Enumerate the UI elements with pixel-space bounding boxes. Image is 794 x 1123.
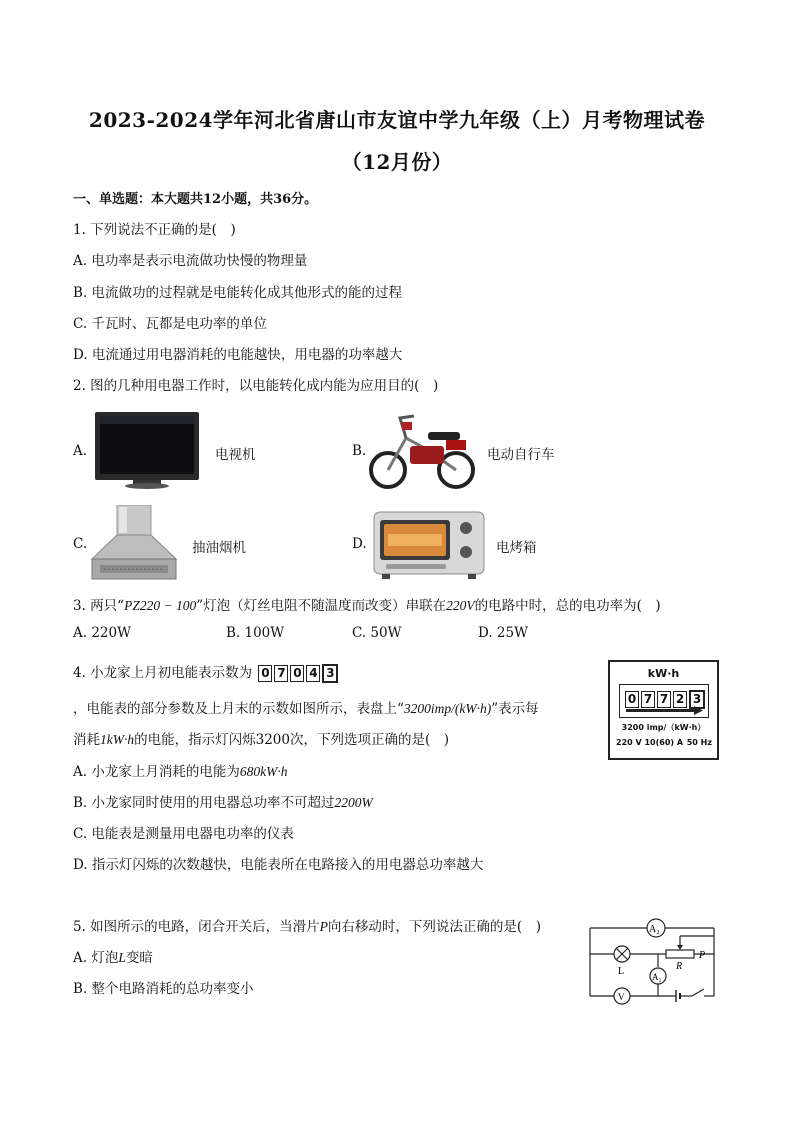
q5-lamp-symbol: L — [118, 950, 126, 965]
circuit-diagram — [586, 914, 718, 1012]
q2-option-c-letter: C. — [73, 536, 88, 552]
q4-stem-text: 消耗 — [73, 732, 100, 748]
q3-option-b: B. 100W — [226, 625, 285, 641]
page-title: 2023-2024学年河北省唐山市友谊中学九年级（上）月考物理试卷 — [88, 108, 706, 132]
meter-digit: 0 — [290, 665, 304, 682]
q3-option-a: A. 220W — [73, 625, 131, 641]
q4-option-d: D. 指示灯闪烁的次数越快，电能表所在电路接入的用电器总功率越大 — [73, 857, 484, 873]
meter-digit: 0 — [625, 691, 639, 708]
range-hood-image — [90, 505, 180, 589]
q5-option-text: 变暗 — [125, 950, 153, 966]
q1-stem: 1. 下列说法不正确的是( ) — [73, 222, 236, 238]
q5-slider-symbol: P — [319, 919, 328, 934]
q2-option-c-label: 抽油烟机 — [192, 540, 246, 556]
q4-option-a — [73, 760, 287, 780]
q4-option-value: 2200W — [334, 795, 373, 810]
voltmeter-label: V — [618, 992, 625, 1002]
q2-stem: 2. 图的几种用电器工作时，以电能转化成内能为应用目的( ) — [73, 378, 439, 394]
q4-stem-text: 的电能，指示灯闪烁3200次，下列选项正确的是( ) — [134, 732, 450, 748]
meter-param-frequency: 50 Hz — [686, 738, 712, 747]
meter-digit: 3 — [322, 664, 338, 683]
q1-option-c: C. 千瓦时、瓦都是电功率的单位 — [73, 316, 267, 332]
meter-digit: 7 — [641, 691, 655, 708]
q4-option-value: 680kW·h — [239, 764, 288, 779]
meter-digit: 7 — [657, 691, 671, 708]
q2-option-a-label: 电视机 — [215, 447, 256, 463]
q4-stem-line3 — [73, 728, 449, 748]
q3-stem-text: ”灯泡（灯丝电阻不随温度而改变）串联在 — [196, 598, 447, 614]
electric-bicycle-image — [368, 408, 478, 494]
q4-start-reading — [258, 664, 340, 683]
q5-stem-text: 向右移动时，下列说法正确的是( ) — [327, 919, 541, 935]
q3-stem — [73, 594, 661, 614]
q4-option-text: B. 小龙家同时使用的用电器总功率不可超过 — [73, 795, 335, 811]
switch-symbol — [692, 989, 704, 996]
slider-label: P — [699, 950, 706, 961]
ammeter-a2-label: A₂ — [649, 924, 660, 935]
electric-oven-image — [372, 508, 487, 586]
energy-meter-figure — [608, 660, 719, 760]
q5-option-text: A. 灯泡 — [73, 950, 119, 966]
q1-option-b: B. 电流做功的过程就是电能转化成其他形式的能的过程 — [73, 285, 403, 301]
q4-stem-line2 — [73, 697, 539, 717]
meter-digit: 4 — [306, 665, 320, 682]
q2-option-b-letter: B. — [352, 443, 367, 459]
q3-bulb-model: PZ220 − 100 — [124, 598, 197, 613]
q2-option-b-label: 电动自行车 — [487, 447, 555, 463]
q5-stem — [73, 915, 541, 935]
meter-param-imp: 3200 imp/（kW·h） — [621, 723, 706, 732]
q4-option-b — [73, 791, 373, 811]
meter-digit: 7 — [274, 665, 288, 682]
q1-option-a: A. 电功率是表示电流做功快慢的物理量 — [73, 253, 308, 269]
q5-option-a — [73, 946, 153, 966]
q4-option-text: A. 小龙家上月消耗的电能为 — [73, 764, 240, 780]
television-image — [93, 410, 203, 494]
q4-stem-text: ，电能表的部分参数及上月末的示数如图所示，表盘上“ — [73, 701, 404, 717]
meter-dial-arrow — [624, 706, 704, 715]
q2-option-d-letter: D. — [352, 536, 367, 552]
meter-param-rating: 220 V 10(60) A — [616, 738, 684, 747]
q3-option-c: C. 50W — [352, 625, 402, 641]
page-subtitle: （12月份） — [341, 150, 453, 174]
q4-stem-text: 4. 小龙家上月初电能表示数为 — [73, 665, 253, 681]
meter-digit: 3 — [689, 690, 705, 709]
q4-meter-param: 3200imp/(kW·h) — [403, 701, 492, 716]
q5-stem-text: 5. 如图所示的电路，闭合开关后，当滑片 — [73, 919, 320, 935]
q2-option-d-label: 电烤箱 — [496, 540, 537, 556]
meter-window — [619, 684, 709, 718]
q5-option-b: B. 整个电路消耗的总功率变小 — [73, 981, 254, 997]
ammeter-a1-label: A₁ — [652, 972, 662, 982]
q3-stem-text: 的电路中时，总的电功率为( ) — [474, 598, 661, 614]
q3-stem-text: 3. 两只“ — [73, 598, 125, 614]
meter-digit: 0 — [258, 665, 272, 682]
q4-stem-text: ”表示每 — [491, 701, 539, 717]
q1-option-d: D. 电流通过用电器消耗的电能越快，用电器的功率越大 — [73, 347, 403, 363]
q4-stem — [73, 661, 340, 683]
q3-option-d: D. 25W — [478, 625, 528, 641]
rheostat-symbol — [666, 950, 694, 958]
section-heading: 一、单选题：本大题共12小题，共36分。 — [73, 192, 318, 207]
lamp-label: L — [618, 966, 625, 977]
q4-option-c: C. 电能表是测量用电器电功率的仪表 — [73, 826, 294, 842]
meter-unit: kW·h — [647, 667, 680, 680]
meter-digit: 2 — [673, 691, 687, 708]
q4-energy-unit: 1kW·h — [100, 732, 135, 747]
q2-option-a-letter: A. — [73, 443, 88, 459]
q3-voltage: 220V — [446, 598, 475, 613]
rheostat-label: R — [676, 961, 683, 972]
